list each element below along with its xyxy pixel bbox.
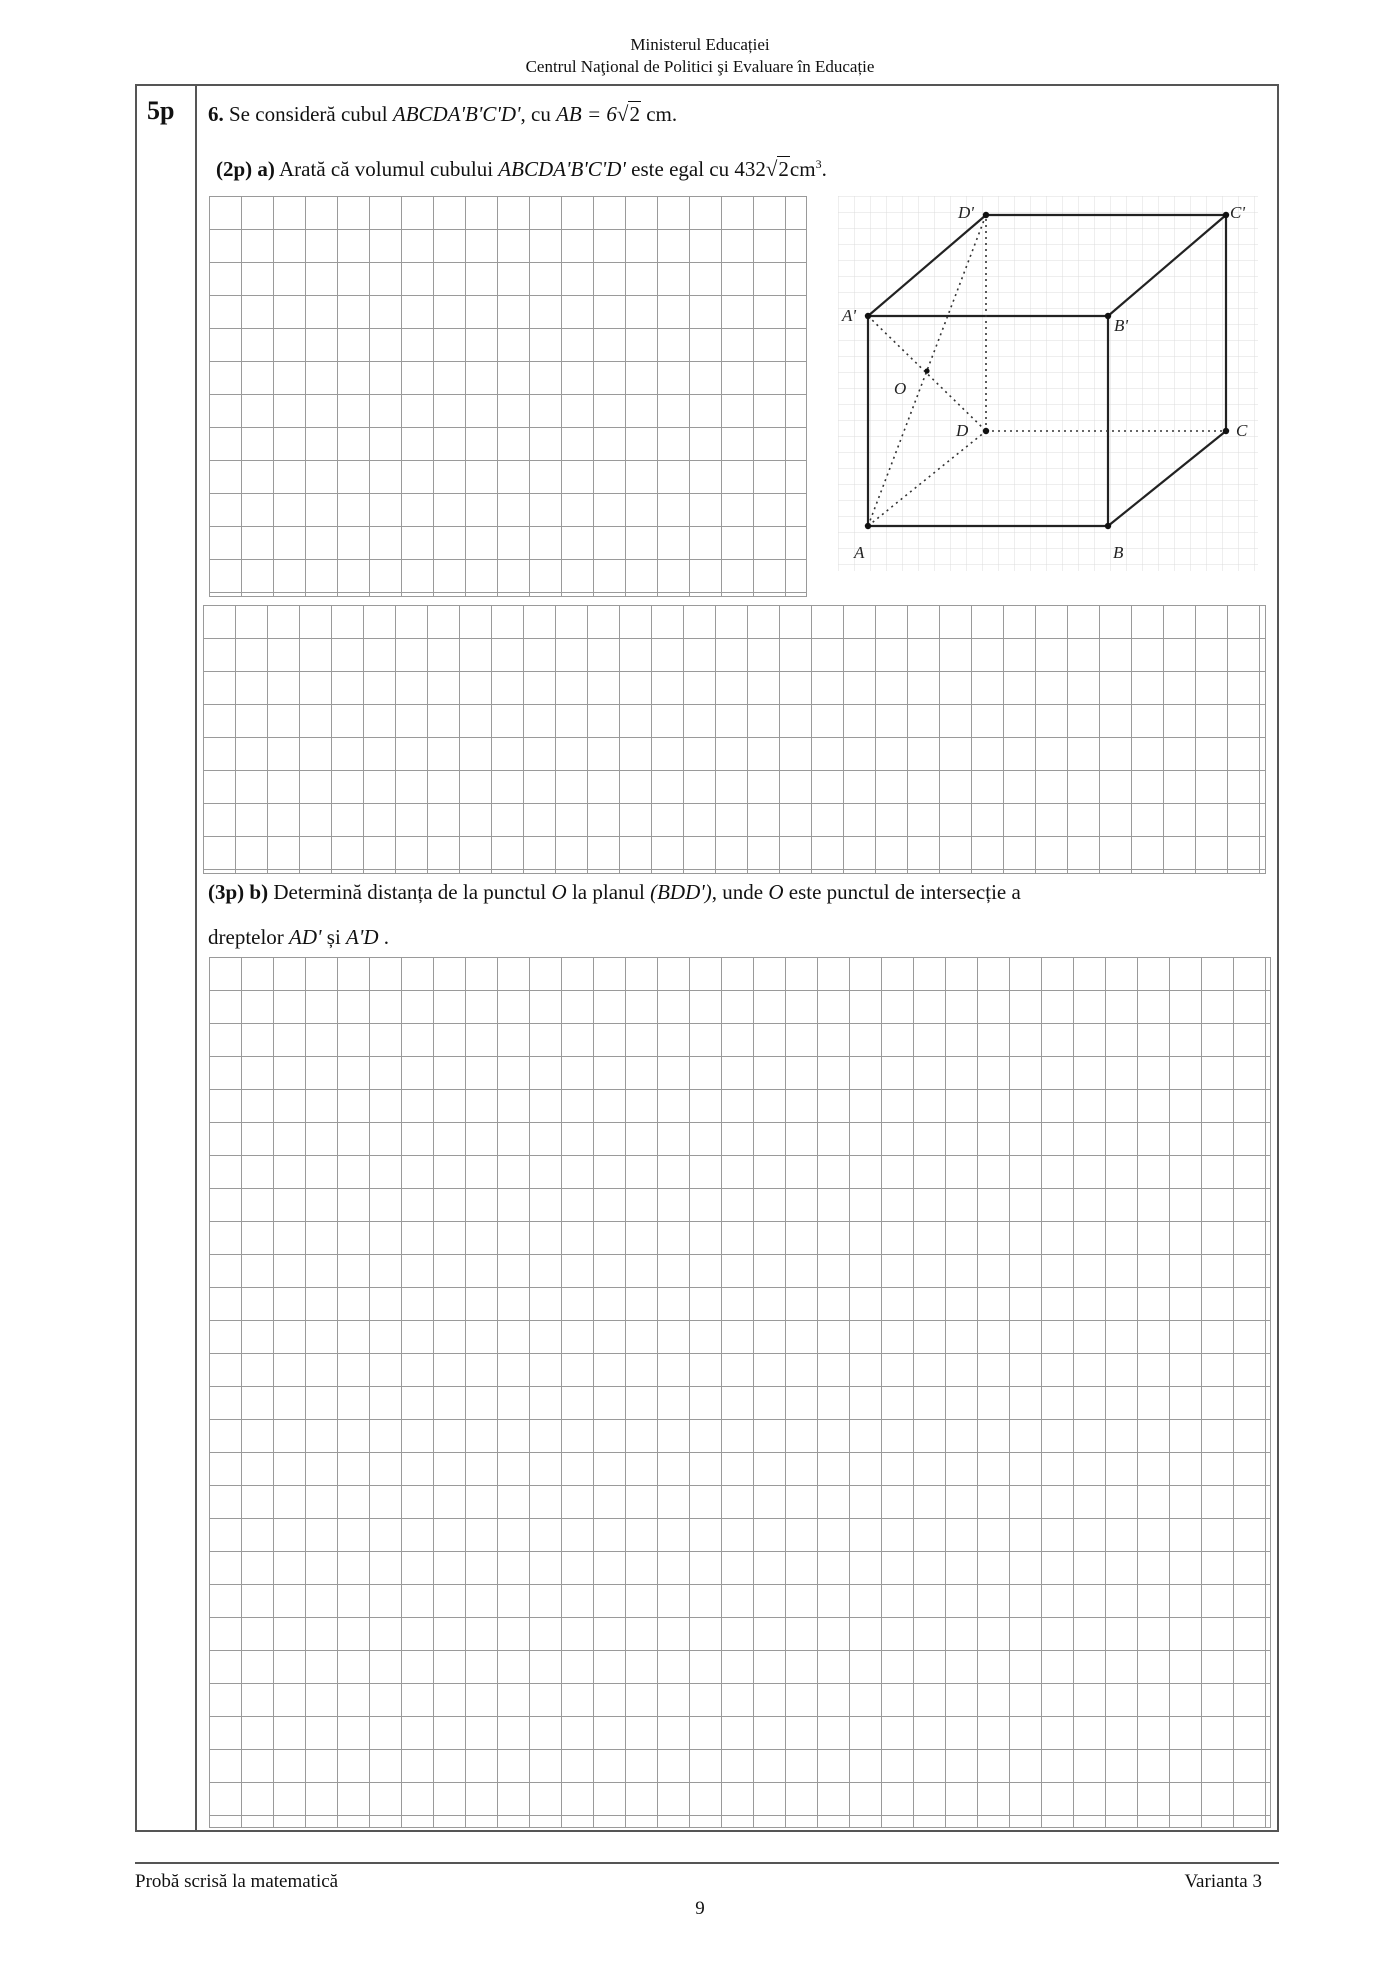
part-a-text: Arată că volumul cubului <box>279 157 494 181</box>
statement-prefix: Se consideră cubul <box>229 102 388 126</box>
vertex-label-c1: C' <box>1230 203 1245 222</box>
sqrt-sign: √ <box>765 157 778 181</box>
footer-exam-name: Probă scrisă la matematică <box>135 1871 339 1892</box>
vertex-label-b1: B' <box>1114 316 1129 335</box>
part-b-conj: și <box>326 925 341 949</box>
vertex-label-d: D <box>956 421 969 440</box>
header-ministry: Ministerul Educației <box>630 35 770 54</box>
part-b-statement-cont <box>208 925 389 950</box>
point-label-o: O <box>894 379 907 398</box>
part-b-text3: , unde <box>711 880 764 904</box>
footer-rule <box>135 1862 1279 1864</box>
part-a-statement <box>216 157 827 182</box>
part-a-letter: a) <box>257 157 275 181</box>
ab-equation: AB = 6 <box>556 102 617 126</box>
part-b-statement <box>208 880 1021 905</box>
vertex-label-d1: D' <box>958 203 974 222</box>
part-a-score: (2p) <box>216 157 253 181</box>
vertex-label-a1: A' <box>842 306 857 325</box>
sqrt-sign: √ <box>616 102 629 126</box>
part-b-text4: este punctul de intersecție a <box>788 880 1021 904</box>
page-number: 9 <box>695 1898 705 1919</box>
part-a-text2: este egal cu <box>631 157 730 181</box>
part-b-text5: dreptelor <box>208 925 284 949</box>
part-a-end: . <box>821 157 827 181</box>
part-b-letter: b) <box>249 880 269 904</box>
vertex-label-c: C <box>1236 421 1248 440</box>
part-b-point2: O <box>768 880 784 904</box>
part-b-text1: Determină distanța de la punctul <box>273 880 547 904</box>
volume-radicand: 2 <box>778 157 789 181</box>
problem-points: 5p <box>147 96 175 125</box>
points-column-divider <box>195 85 197 1832</box>
answer-grid-a-bottom[interactable] <box>203 605 1266 874</box>
cube-figure <box>838 196 1258 571</box>
problem-statement <box>208 102 677 127</box>
part-b-line1: AD' <box>289 925 322 949</box>
statement-mid: , cu <box>520 102 551 126</box>
ab-unit: cm. <box>646 102 678 126</box>
cube-name: ABCDA'B'C'D' <box>392 102 521 126</box>
part-a-cube: ABCDA'B'C'D' <box>498 157 626 181</box>
part-b-end: . <box>383 925 390 949</box>
volume-unit: cm <box>789 157 816 181</box>
problem-number: 6. <box>208 102 224 126</box>
header-center: Centrul Naţional de Politici şi Evaluare în Educație <box>525 57 875 76</box>
part-b-point: O <box>551 880 567 904</box>
part-b-score: (3p) <box>208 880 245 904</box>
vertex-label-b: B <box>1113 543 1124 562</box>
ab-radicand: 2 <box>629 102 640 126</box>
volume-exponent: 3 <box>815 157 822 171</box>
answer-grid-a-left[interactable] <box>209 196 807 597</box>
part-b-line2: A'D <box>346 925 379 949</box>
footer-variant: Varianta 3 <box>1184 1871 1262 1892</box>
vertex-label-a: A <box>854 543 865 562</box>
volume-value: 432 <box>734 157 766 181</box>
part-b-plane: (BDD') <box>650 880 712 904</box>
part-b-text2: la planul <box>571 880 645 904</box>
answer-grid-b[interactable] <box>209 957 1271 1828</box>
